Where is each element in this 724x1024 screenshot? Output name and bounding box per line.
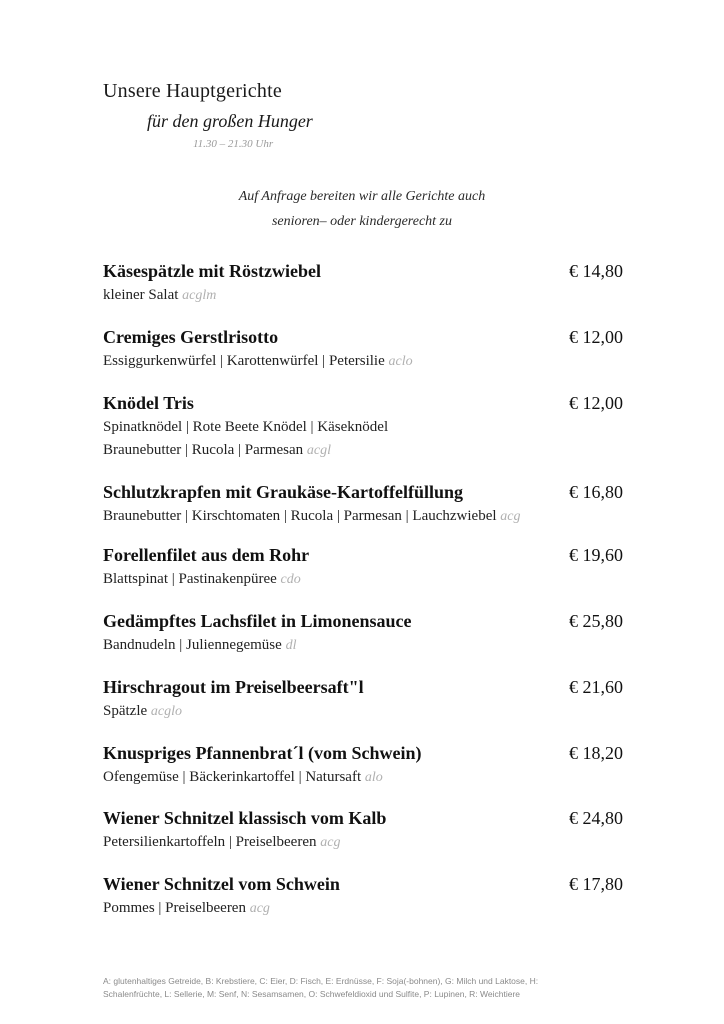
dish-description [103,416,623,439]
note-line-2: senioren– oder kindergerecht zu [271,214,452,229]
dish-name: Schlutzkrapfen mit Graukäse-Kartoffelfüllung [103,482,463,502]
dish-price: € 19,60 [569,545,623,565]
allergen-codes: acglo [150,704,183,719]
allergen-codes: dl [285,638,297,653]
dish-item [103,805,623,854]
page-title: Unsere Hauptgerichte [103,80,282,102]
dish-description [103,284,623,307]
allergen-codes: acg [500,509,521,524]
dish-name: Hirschragout im Preiselbeersaft"l [103,677,364,697]
dish-description [103,700,623,723]
dish-item [103,674,623,723]
dish-item [103,390,623,462]
dish-description-text: Braunebutter | Kirschtomaten | Rucola | Parmesan | Lauchzwiebel [103,508,497,524]
dish-name: Gedämpftes Lachsfilet in Limonensauce [103,611,412,631]
page-subtitle: für den großen Hunger [147,111,313,131]
dish-item [103,479,623,528]
dish-description-text: Blattspinat | Pastinakenpüree [103,571,277,587]
allergen-codes: acglm [182,288,217,303]
dish-price: € 16,80 [569,482,623,502]
allergen-codes: aclo [388,354,413,369]
dish-price: € 24,80 [569,808,623,828]
dish-price: € 18,20 [569,743,623,763]
note-line-1: Auf Anfrage bereiten wir alle Gerichte auch [238,189,486,204]
dish-description [103,568,623,591]
dish-item [103,542,623,591]
dish-description-text: Bandnudeln | Juliennegemüse [103,637,282,653]
dish-item [103,324,623,373]
dish-description-text: Spinatknödel | Rote Beete Knödel | Käseknödel [103,419,389,435]
dish-name: Cremiges Gerstlrisotto [103,327,279,347]
dish-price: € 21,60 [569,677,623,697]
dish-description-text: Petersilienkartoffeln | Preiselbeeren [103,834,317,850]
dish-price: € 14,80 [569,261,623,281]
dish-price: € 12,00 [569,327,623,347]
dish-price: € 17,80 [569,874,623,894]
dish-item [103,258,623,307]
allergen-codes: alo [364,770,383,785]
dish-name: Wiener Schnitzel vom Schwein [103,874,340,894]
dish-description-text: Braunebutter | Rucola | Parmesan [103,442,304,458]
dish-description [103,634,623,657]
allergen-codes: cdo [280,572,301,587]
dish-name: Knuspriges Pfannenbrat´l (vom Schwein) [103,743,422,763]
allergen-legend-line-1: A: glutenhaltiges Getreide, B: Krebstiere, C: Eier, D: Fisch, E: Erdnüsse, F: Soja(-bohnen), G: Milch und Laktose, H: [103,976,539,986]
dish-name: Käsespätzle mit Röstzwiebel [103,261,321,281]
dish-name: Forellenfilet aus dem Rohr [103,545,310,565]
dish-price: € 12,00 [569,393,623,413]
dish-description [103,505,623,528]
allergen-codes: acg [249,901,270,916]
dish-description [103,439,623,462]
allergen-legend-line-2: Schalenfrüchte, L: Sellerie, M: Senf, N: Sesamsamen, O: Schwefeldioxid und Sulfite, P: Lupinen, R: Weichtiere [103,989,521,999]
dish-price: € 25,80 [569,611,623,631]
opening-hours: 11.30 – 21.30 Uhr [193,138,274,150]
dish-description-text: Pommes | Preiselbeeren [103,900,246,916]
dish-item [103,871,623,920]
dish-item [103,740,623,789]
allergen-codes: acgl [306,443,331,458]
dish-description [103,766,623,789]
dish-name: Wiener Schnitzel klassisch vom Kalb [103,808,387,828]
dish-description [103,897,623,920]
allergen-codes: acg [320,835,341,850]
dish-item [103,608,623,657]
dish-description [103,350,623,373]
dish-description [103,831,623,854]
dish-name: Knödel Tris [103,393,194,413]
dish-description-text: Essiggurkenwürfel | Karottenwürfel | Petersilie [103,353,385,369]
dish-description-text: Spätzle [103,703,148,719]
allergen-legend [103,975,603,1001]
dish-description-text: Ofengemüse | Bäckerinkartoffel | Natursaft [103,769,362,785]
dish-description-text: kleiner Salat [103,287,179,303]
